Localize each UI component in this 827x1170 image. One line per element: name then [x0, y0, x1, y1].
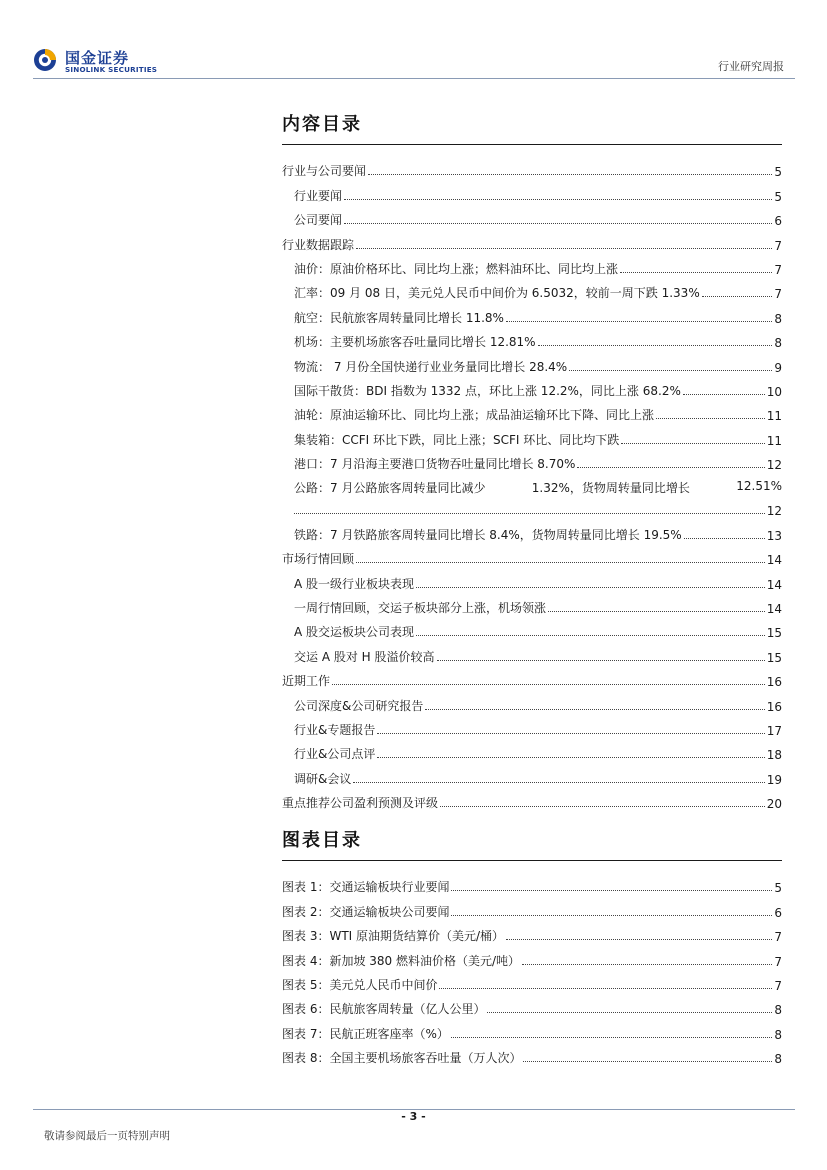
toc-entry-text: 图表 4：新加坡 380 燃料油价格（美元/吨）: [282, 953, 521, 968]
toc-entry[interactable]: [282, 689, 782, 713]
toc-page-number: 14: [766, 553, 782, 568]
toc-entry-text: 图表 5：美元兑人民币中间价: [282, 977, 438, 992]
toc-dot-leader: [702, 295, 773, 297]
toc-dot-leader: [538, 344, 773, 346]
toc-dot-leader: [332, 683, 765, 685]
toc-entry[interactable]: [282, 762, 782, 786]
toc-dot-leader: [377, 756, 764, 758]
toc-entry-text-c: 12.51%: [736, 479, 782, 494]
toc-dot-leader: [368, 173, 772, 175]
toc-entry-text: 行业要闻: [294, 188, 343, 203]
toc-entry[interactable]: [282, 375, 782, 399]
toc-page-number: 16: [766, 699, 782, 714]
contents-toc: [282, 110, 782, 811]
toc-page-number: 8: [774, 1052, 782, 1067]
toc-entry-text: 公司深度&公司研究报告: [294, 698, 424, 713]
toc-entry[interactable]: [282, 895, 782, 919]
toc-page-number: 5: [774, 881, 782, 896]
toc-page-number: 8: [774, 311, 782, 326]
toc-entry-text: A 股一级行业板块表现: [294, 576, 415, 591]
toc-page-number: 12: [766, 458, 782, 473]
toc-entry-text: 油轮：原油运输环比、同比均上涨；成品油运输环比下降、同比上涨: [294, 408, 655, 423]
toc-entry-continuation[interactable]: [282, 496, 782, 518]
toc-page-number: 8: [774, 1027, 782, 1042]
toc-page-number: 20: [766, 797, 782, 812]
toc-entry[interactable]: [282, 1042, 782, 1066]
toc-entry-text-b: 1.32%，货物周转量同比增长: [531, 481, 690, 496]
contents-title-rule: [282, 144, 782, 145]
contents-title: 内容目录: [282, 114, 362, 135]
toc-dot-leader: [451, 889, 772, 891]
company-logo: [33, 46, 158, 78]
page-number: - 3 -: [401, 1110, 426, 1123]
toc-entry-text: 行业数据跟踪: [282, 237, 355, 252]
toc-entry-text: 调研&会议: [294, 771, 352, 786]
toc-page-number: 9: [774, 360, 782, 375]
toc-entry-text-a: 公路：7 月公路旅客周转量同比减少: [294, 481, 486, 496]
toc-page-number: 10: [766, 384, 782, 399]
toc-entry[interactable]: [282, 871, 782, 895]
footer-disclaimer: 敬请参阅最后一页特别声明: [44, 1130, 170, 1142]
toc-entry-text: 图表 1：交通运输板块行业要闻: [282, 880, 450, 895]
toc-dot-leader: [548, 610, 765, 612]
toc-entry-text: 图表 8：全国主要机场旅客吞吐量（万人次）: [282, 1051, 522, 1066]
page-header: [0, 0, 827, 80]
toc-dot-leader: [621, 442, 764, 444]
toc-entry-text: 机场：主要机场旅客吞吐量同比增长 12.81%: [294, 335, 536, 350]
toc-entry[interactable]: [282, 787, 782, 811]
toc-page-number: 5: [774, 165, 782, 180]
toc-entry-text: 近期工作: [282, 674, 331, 689]
toc-entry[interactable]: [282, 448, 782, 472]
toc-dot-leader: [294, 512, 765, 514]
toc-page-number: 15: [766, 626, 782, 641]
toc-page-number: 7: [774, 954, 782, 969]
toc-entry[interactable]: [282, 399, 782, 423]
toc-page-number: 11: [766, 409, 782, 424]
header-divider: [33, 78, 795, 79]
toc-page-number: 5: [774, 189, 782, 204]
toc-dot-leader: [620, 271, 772, 273]
toc-entry-text: 铁路：7 月铁路旅客周转量同比增长 8.4%，货物周转量同比增长 19.5%: [294, 527, 682, 542]
toc-page-number: 12: [766, 504, 782, 519]
toc-entry[interactable]: [282, 640, 782, 664]
toc-entry[interactable]: [282, 277, 782, 301]
toc-page-number: 7: [774, 238, 782, 253]
toc-entry-text: 图表 3：WTI 原油期货结算价（美元/桶）: [282, 929, 505, 944]
toc-dot-leader: [344, 198, 772, 200]
toc-entry[interactable]: [282, 204, 782, 228]
toc-dot-leader: [487, 1011, 772, 1013]
toc-entry-text: 图表 2：交通运输板块公司要闻: [282, 904, 450, 919]
toc-page-number: 6: [774, 905, 782, 920]
toc-dot-leader: [440, 805, 765, 807]
toc-entry[interactable]: [282, 423, 782, 447]
toc-dot-leader: [683, 393, 765, 395]
toc-dot-leader: [344, 222, 772, 224]
toc-entry-text: 物流： 7 月份全国快递行业业务量同比增长 28.4%: [294, 359, 568, 374]
logo-cn-text: 国金证券: [65, 49, 130, 67]
toc-page-number: 7: [774, 287, 782, 302]
toc-dot-leader: [656, 417, 765, 419]
toc-entry[interactable]: [282, 616, 782, 640]
toc-entry[interactable]: [282, 472, 782, 496]
toc-page-number: 7: [774, 930, 782, 945]
toc-entry-text: 交运 A 股对 H 股溢价较高: [294, 649, 435, 664]
toc-dot-leader: [506, 320, 772, 322]
toc-entry-text: 行业与公司要闻: [282, 164, 367, 179]
toc-page-number: 14: [766, 577, 782, 592]
toc-entry-text: 重点推荐公司盈利预测及评级: [282, 796, 439, 811]
toc-dot-leader: [353, 781, 764, 783]
toc-page-number: 7: [774, 262, 782, 277]
toc-entry[interactable]: [282, 993, 782, 1017]
toc-entry[interactable]: [282, 301, 782, 325]
toc-entry-text: 图表 7：民航正班客座率（%）: [282, 1026, 449, 1041]
toc-dot-leader: [425, 708, 764, 710]
toc-page-number: 13: [766, 528, 782, 543]
toc-entry[interactable]: [282, 518, 782, 542]
toc-entry[interactable]: [282, 350, 782, 374]
toc-entry[interactable]: [282, 1017, 782, 1041]
toc-entry[interactable]: [282, 253, 782, 277]
toc-entry-text: 港口：7 月沿海主要港口货物吞吐量同比增长 8.70%: [294, 457, 576, 472]
toc-entry-text: 市场行情回顾: [282, 552, 355, 567]
figures-title: 图表目录: [282, 830, 362, 851]
toc-page-number: 8: [774, 336, 782, 351]
toc-page-number: 11: [766, 433, 782, 448]
toc-dot-leader: [451, 1036, 773, 1038]
toc-entry-text: 行业&公司点评: [294, 747, 376, 762]
toc-entry-text: 汇率：09 月 08 日，美元兑人民币中间价为 6.5032，较前一周下跌 1.33%: [294, 286, 700, 301]
toc-entry[interactable]: [282, 567, 782, 591]
toc-entry[interactable]: [282, 592, 782, 616]
toc-dot-leader: [356, 247, 772, 249]
toc-entry[interactable]: [282, 228, 782, 252]
toc-page-number: 16: [766, 675, 782, 690]
toc-entry[interactable]: [282, 969, 782, 993]
toc-entry[interactable]: [282, 179, 782, 203]
toc-entry[interactable]: [282, 543, 782, 567]
toc-entry-text: 行业&专题报告: [294, 722, 376, 737]
toc-entry-text: 国际干散货：BDI 指数为 1332 点，环比上涨 12.2%，同比上涨 68.2%: [294, 383, 681, 398]
logo-en-text: SINOLINK SECURITIES: [65, 65, 158, 74]
toc-page-number: 15: [766, 650, 782, 665]
toc-dot-leader: [522, 963, 772, 965]
toc-dot-leader: [523, 1060, 772, 1062]
toc-entry-text: A 股交运板块公司表现: [294, 625, 415, 640]
toc-page-number: 8: [774, 1003, 782, 1018]
toc-dot-leader: [506, 938, 772, 940]
toc-entry-text: 航空：民航旅客周转量同比增长 11.8%: [294, 310, 504, 325]
toc-entry-text: 公司要闻: [294, 213, 343, 228]
toc-page-number: 7: [774, 978, 782, 993]
report-type: 行业研究周报: [718, 60, 784, 73]
toc-entry[interactable]: [282, 155, 782, 179]
toc-entry[interactable]: [282, 738, 782, 762]
toc-dot-leader: [416, 634, 765, 636]
toc-entry-text: 集装箱：CCFI 环比下跌，同比上涨；SCFI 环比、同比均下跌: [294, 432, 620, 447]
toc-page-number: 14: [766, 602, 782, 617]
toc-dot-leader: [356, 561, 765, 563]
toc-entry-text: 图表 6：民航旅客周转量（亿人公里）: [282, 1002, 486, 1017]
toc-dot-leader: [451, 914, 772, 916]
toc-page-number: 18: [766, 748, 782, 763]
toc-page-number: 17: [766, 723, 782, 738]
toc-dot-leader: [377, 732, 764, 734]
toc-entry[interactable]: [282, 944, 782, 968]
toc-page-number: 6: [774, 214, 782, 229]
toc-dot-leader: [684, 537, 765, 539]
toc-entry[interactable]: [282, 326, 782, 350]
toc-entry[interactable]: [282, 920, 782, 944]
toc-page-number: 19: [766, 772, 782, 787]
toc-dot-leader: [577, 466, 764, 468]
toc-dot-leader: [439, 987, 772, 989]
toc-entry[interactable]: [282, 714, 782, 738]
toc-entry-text: 油价：原油价格环比、同比均上涨；燃料油环比、同比均上涨: [294, 261, 619, 276]
logo-mark-icon: [33, 48, 57, 72]
figures-title-rule: [282, 860, 782, 861]
figures-toc: [282, 826, 782, 1066]
toc-entry[interactable]: [282, 665, 782, 689]
toc-dot-leader: [569, 369, 772, 371]
toc-entry-text: 一周行情回顾，交运子板块部分上涨，机场领涨: [294, 601, 547, 616]
toc-dot-leader: [437, 659, 765, 661]
toc-dot-leader: [416, 586, 765, 588]
